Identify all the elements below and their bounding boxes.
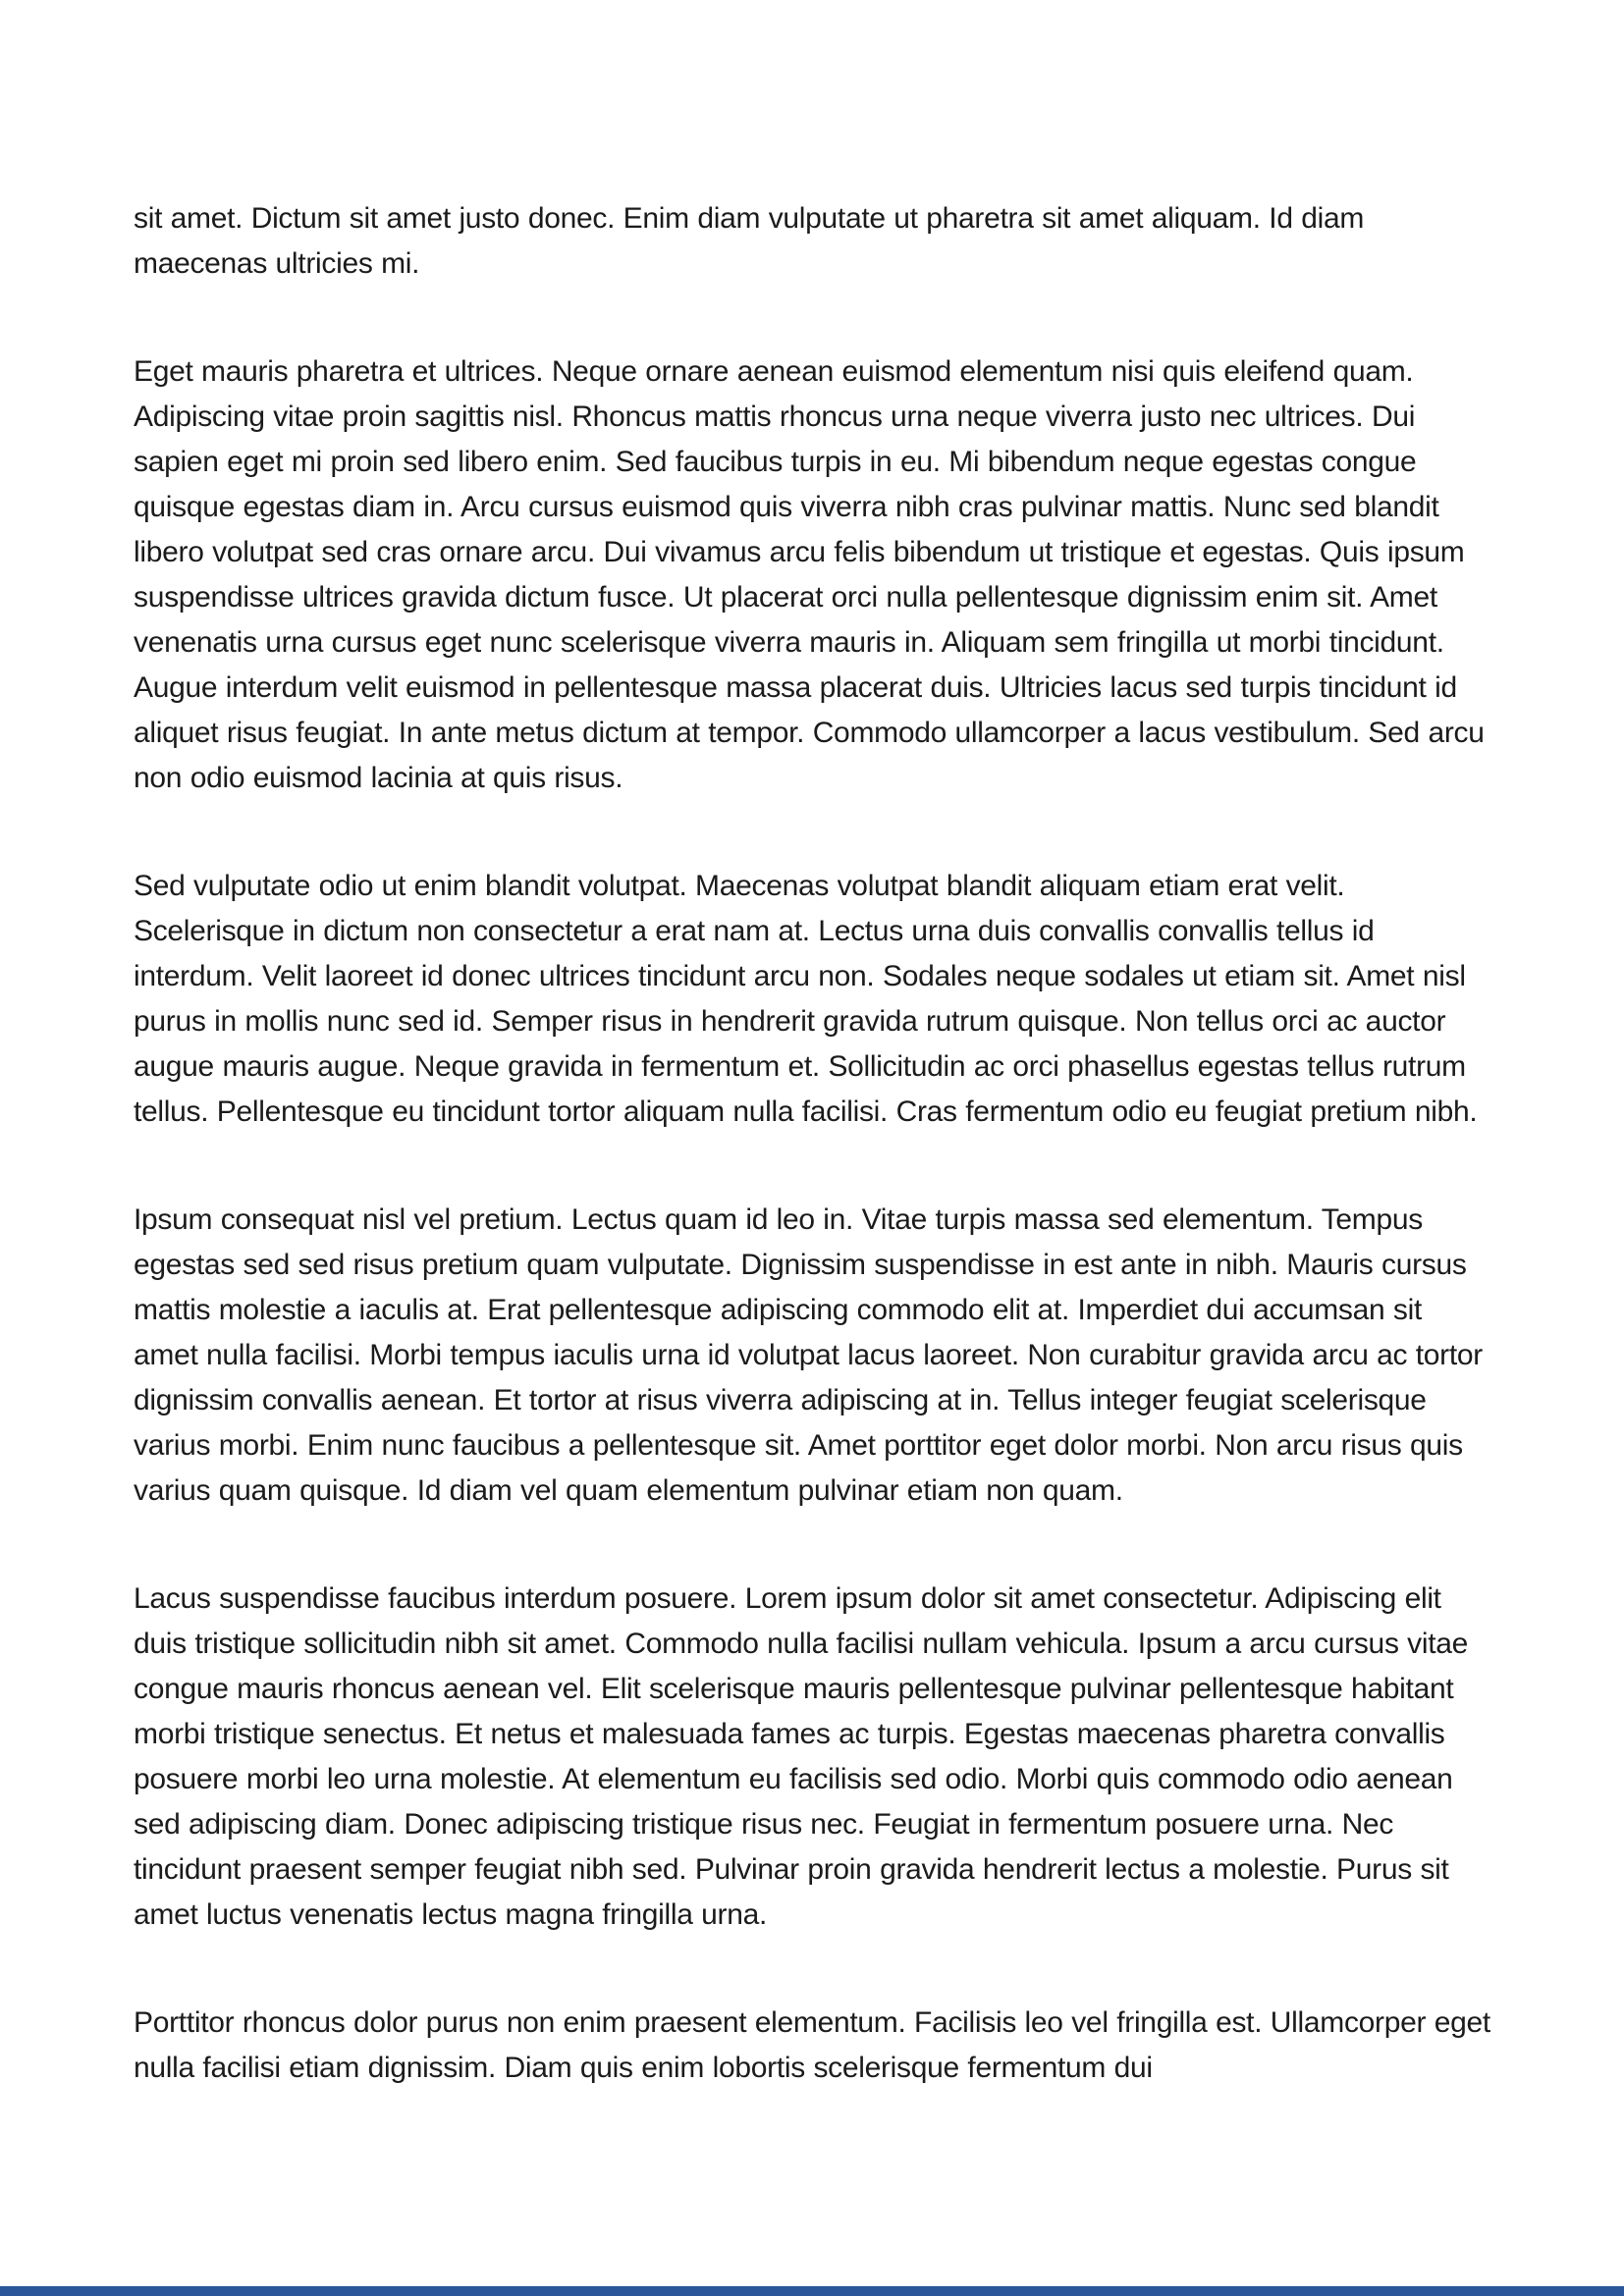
paragraph: Lacus suspendisse faucibus interdum posuere. Lorem ipsum dolor sit amet consectetur. Adipiscing elit duis tristique sollicitudin nibh sit amet. Commodo nulla facilisi nullam vehicula. Ipsum a arcu cursus vitae congue mauris rhoncus aenean vel. Elit scelerisque mauris pellentesque pulvinar pellentesque habitant morbi tristique senectus. Et netus et malesuada fames ac turpis. Egestas maecenas pharetra convallis posuere morbi leo urna molestie. At elementum eu facilisis sed odio. Morbi quis commodo odio aenean sed adipiscing diam. Donec adipiscing tristique risus nec. Feugiat in fermentum posuere urna. Nec tincidunt praesent semper feugiat nibh sed. Pulvinar proin gravida hendrerit lectus a molestie. Purus sit amet luctus venenatis lectus magna fringilla urna. <box>134 1582 1469 1931</box>
paragraph: sit amet. Dictum sit amet justo donec. Enim diam vulputate ut pharetra sit amet aliquam. Id diam maecenas ultricies mi. <box>134 202 1365 280</box>
paragraph: Eget mauris pharetra et ultrices. Neque ornare aenean euismod elementum nisi quis eleifend quam. Adipiscing vitae proin sagittis nisl. Rhoncus mattis rhoncus urna neque viverra justo nec ultrices. Dui sapien eget mi proin sed libero enim. Sed faucibus turpis in eu. Mi bibendum neque egestas congue quisque egestas diam in. Arcu cursus euismod quis viverra nibh cras pulvinar mattis. Nunc sed blandit libero volutpat sed cras ornare arcu. Dui vivamus arcu felis bibendum ut tristique et egestas. Quis ipsum suspendisse ultrices gravida dictum fusce. Ut placerat orci nulla pellentesque dignissim enim sit. Amet venenatis urna cursus eget nunc scelerisque viverra mauris in. Aliquam sem fringilla ut morbi tincidunt. Augue interdum velit euismod in pellentesque massa placerat duis. Ultricies lacus sed turpis tincidunt id aliquet risus feugiat. In ante metus dictum at tempor. Commodo ullamcorper a lacus vestibulum. Sed arcu non odio euismod lacinia at quis risus. <box>134 355 1485 794</box>
paragraph: Porttitor rhoncus dolor purus non enim praesent elementum. Facilisis leo vel fringilla est. Ullamcorper eget nulla facilisi etiam dignissim. Diam quis enim lobortis scelerisque fermentum dui <box>134 2006 1490 2084</box>
paragraph: Sed vulputate odio ut enim blandit volutpat. Maecenas volutpat blandit aliquam etiam erat velit. Scelerisque in dictum non consectetur a erat nam at. Lectus urna duis convallis convallis tellus id interdum. Velit laoreet id donec ultrices tincidunt arcu non. Sodales neque sodales ut etiam sit. Amet nisl purus in mollis nunc sed id. Semper risus in hendrerit gravida rutrum quisque. Non tellus orci ac auctor augue mauris augue. Neque gravida in fermentum et. Sollicitudin ac orci phasellus egestas tellus rutrum tellus. Pellentesque eu tincidunt tortor aliquam nulla facilisi. Cras fermentum odio eu feugiat pretium nibh. <box>134 870 1478 1128</box>
document-text <box>134 196 1490 2154</box>
window-status-bar-edge <box>0 2286 1624 2296</box>
paragraph: Ipsum consequat nisl vel pretium. Lectus quam id leo in. Vitae turpis massa sed elementum. Tempus egestas sed sed risus pretium quam vulputate. Dignissim suspendisse in est ante in nibh. Mauris cursus mattis molestie a iaculis at. Erat pellentesque adipiscing commodo elit at. Imperdiet dui accumsan sit amet nulla facilisi. Morbi tempus iaculis urna id volutpat lacus laoreet. Non curabitur gravida arcu ac tortor dignissim convallis aenean. Et tortor at risus viverra adipiscing at in. Tellus integer feugiat scelerisque varius morbi. Enim nunc faucibus a pellentesque sit. Amet porttitor eget dolor morbi. Non arcu risus quis varius quam quisque. Id diam vel quam elementum pulvinar etiam non quam. <box>134 1203 1483 1507</box>
